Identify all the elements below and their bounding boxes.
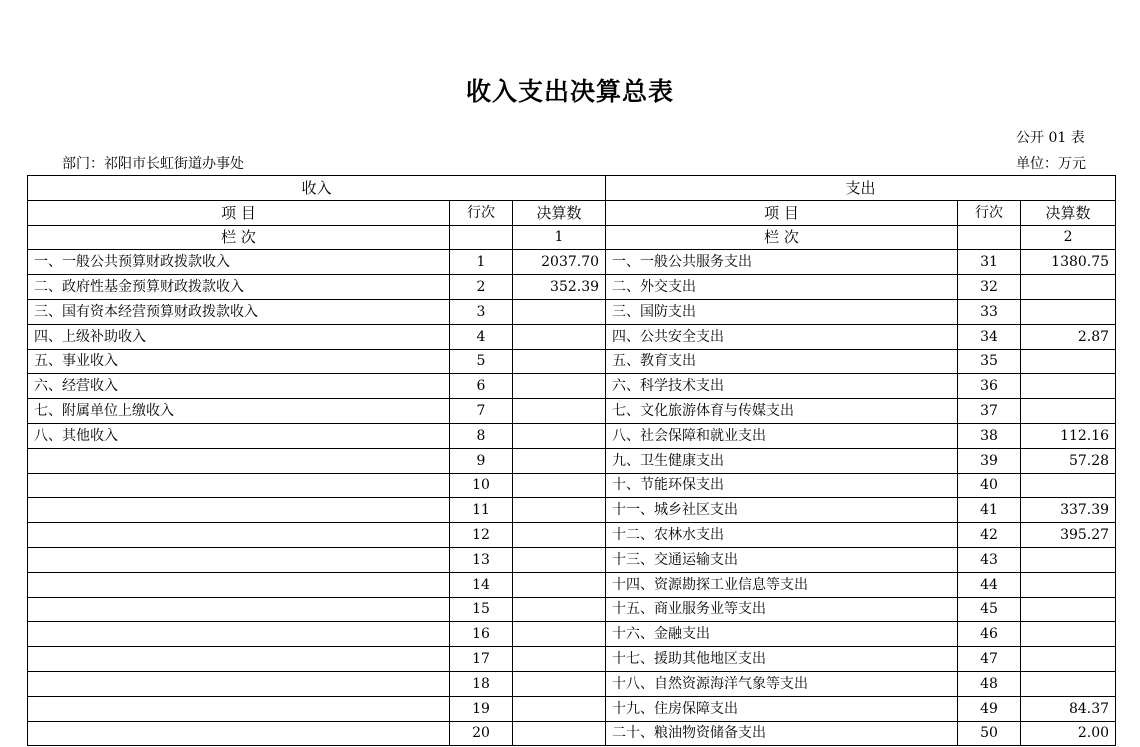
income-amount-cell <box>513 696 606 721</box>
income-amount-cell <box>513 473 606 498</box>
expense-amount-cell <box>1021 299 1116 324</box>
income-item-cell <box>28 696 450 721</box>
expense-item-cell: 十、节能环保支出 <box>606 473 958 498</box>
expense-line-no-cell: 36 <box>958 374 1021 399</box>
table-row <box>28 547 1116 572</box>
income-item-cell <box>28 622 450 647</box>
income-item-cell <box>28 597 450 622</box>
income-amount-cell <box>513 572 606 597</box>
expense-line-no-cell: 37 <box>958 399 1021 424</box>
expense-lanci-label: 栏 次 <box>606 225 958 250</box>
income-amount-cell <box>513 324 606 349</box>
income-amount-cell <box>513 597 606 622</box>
expense-amount-header: 决算数 <box>1021 200 1116 225</box>
expense-amount-cell: 84.37 <box>1021 696 1116 721</box>
expense-item-cell: 五、教育支出 <box>606 349 958 374</box>
table-row <box>28 597 1116 622</box>
expense-amount-cell: 112.16 <box>1021 423 1116 448</box>
income-item-cell <box>28 647 450 672</box>
expense-line-no-cell: 49 <box>958 696 1021 721</box>
income-expense-table <box>27 175 1116 746</box>
income-line-no-cell: 2 <box>450 275 513 300</box>
expense-amount-cell <box>1021 647 1116 672</box>
expense-item-cell: 七、文化旅游体育与传媒支出 <box>606 399 958 424</box>
income-line-no-cell: 10 <box>450 473 513 498</box>
income-line-no-cell: 16 <box>450 622 513 647</box>
income-item-cell: 八、其他收入 <box>28 423 450 448</box>
income-item-cell <box>28 572 450 597</box>
expense-item-cell: 十四、资源勘探工业信息等支出 <box>606 572 958 597</box>
expense-amount-cell <box>1021 671 1116 696</box>
income-line-no-cell: 18 <box>450 671 513 696</box>
income-item-cell: 二、政府性基金预算财政拨款收入 <box>28 275 450 300</box>
expense-line-no-cell: 35 <box>958 349 1021 374</box>
expense-amount-cell: 57.28 <box>1021 448 1116 473</box>
income-amount-cell <box>513 671 606 696</box>
income-item-cell: 四、上级补助收入 <box>28 324 450 349</box>
expense-item-cell: 十三、交通运输支出 <box>606 547 958 572</box>
section-header-row <box>28 176 1116 201</box>
expense-amount-cell: 337.39 <box>1021 498 1116 523</box>
department-label: 部门：祁阳市长虹街道办事处 <box>62 156 244 172</box>
expense-item-cell: 十八、自然资源海洋气象等支出 <box>606 671 958 696</box>
income-line-no-cell: 19 <box>450 696 513 721</box>
income-item-cell: 三、国有资本经营预算财政拨款收入 <box>28 299 450 324</box>
income-amount-cell <box>513 448 606 473</box>
table-row <box>28 250 1116 275</box>
expense-line-no-cell: 47 <box>958 647 1021 672</box>
income-item-cell <box>28 721 450 746</box>
expense-amount-cell <box>1021 547 1116 572</box>
expense-amount-cell: 2.87 <box>1021 324 1116 349</box>
expense-lanci-blank <box>958 225 1021 250</box>
expense-item-cell: 二、外交支出 <box>606 275 958 300</box>
income-amount-cell <box>513 299 606 324</box>
income-line-no-cell: 8 <box>450 423 513 448</box>
income-item-cell <box>28 547 450 572</box>
expense-item-cell: 十九、住房保障支出 <box>606 696 958 721</box>
expense-item-cell: 九、卫生健康支出 <box>606 448 958 473</box>
table-row <box>28 448 1116 473</box>
expense-line-no-cell: 50 <box>958 721 1021 746</box>
expense-amount-cell <box>1021 473 1116 498</box>
expense-amount-cell: 1380.75 <box>1021 250 1116 275</box>
table-row <box>28 696 1116 721</box>
income-line-no-cell: 17 <box>450 647 513 672</box>
expense-amount-cell <box>1021 374 1116 399</box>
income-item-cell <box>28 473 450 498</box>
income-item-cell: 五、事业收入 <box>28 349 450 374</box>
page-title: 收入支出决算总表 <box>465 77 674 106</box>
expense-item-cell: 八、社会保障和就业支出 <box>606 423 958 448</box>
income-line-no-cell: 20 <box>450 721 513 746</box>
unit-label: 单位：万元 <box>1016 156 1086 172</box>
expense-amount-cell: 395.27 <box>1021 523 1116 548</box>
expense-line-no-cell: 45 <box>958 597 1021 622</box>
expense-amount-cell <box>1021 622 1116 647</box>
table-row <box>28 473 1116 498</box>
expense-line-no-cell: 46 <box>958 622 1021 647</box>
income-line-no-cell: 5 <box>450 349 513 374</box>
income-amount-cell <box>513 423 606 448</box>
table-row <box>28 721 1116 746</box>
expense-line-no-header: 行次 <box>958 200 1021 225</box>
income-item-cell <box>28 523 450 548</box>
table-row <box>28 423 1116 448</box>
expense-item-cell: 四、公共安全支出 <box>606 324 958 349</box>
income-line-no-cell: 1 <box>450 250 513 275</box>
income-col-number: 1 <box>513 225 606 250</box>
expense-line-no-cell: 34 <box>958 324 1021 349</box>
income-lanci-label: 栏 次 <box>28 225 450 250</box>
table-row <box>28 324 1116 349</box>
income-item-cell <box>28 498 450 523</box>
expense-line-no-cell: 33 <box>958 299 1021 324</box>
table-row <box>28 349 1116 374</box>
expense-amount-cell <box>1021 399 1116 424</box>
income-amount-cell <box>513 721 606 746</box>
table-row <box>28 299 1116 324</box>
expense-item-cell: 十一、城乡社区支出 <box>606 498 958 523</box>
income-lanci-blank <box>450 225 513 250</box>
income-line-no-cell: 14 <box>450 572 513 597</box>
expense-line-no-cell: 31 <box>958 250 1021 275</box>
expense-line-no-cell: 38 <box>958 423 1021 448</box>
expense-amount-cell: 2.00 <box>1021 721 1116 746</box>
expense-line-no-cell: 39 <box>958 448 1021 473</box>
expense-line-no-cell: 41 <box>958 498 1021 523</box>
income-amount-cell: 352.39 <box>513 275 606 300</box>
income-item-header: 项 目 <box>28 200 450 225</box>
income-line-no-cell: 3 <box>450 299 513 324</box>
expense-amount-cell <box>1021 275 1116 300</box>
income-amount-cell <box>513 399 606 424</box>
income-line-no-cell: 6 <box>450 374 513 399</box>
expense-item-cell: 六、科学技术支出 <box>606 374 958 399</box>
income-line-no-header: 行次 <box>450 200 513 225</box>
expense-item-cell: 一、一般公共服务支出 <box>606 250 958 275</box>
income-amount-cell <box>513 374 606 399</box>
table-row <box>28 498 1116 523</box>
expense-item-cell: 十六、金融支出 <box>606 622 958 647</box>
income-amount-cell <box>513 523 606 548</box>
expense-line-no-cell: 48 <box>958 671 1021 696</box>
expense-item-header: 项 目 <box>606 200 958 225</box>
expense-amount-cell <box>1021 349 1116 374</box>
table-row <box>28 671 1116 696</box>
form-number: 公开 01 表 <box>1016 130 1085 146</box>
expense-item-cell: 十五、商业服务业等支出 <box>606 597 958 622</box>
expense-section-header: 支出 <box>606 176 1116 201</box>
income-line-no-cell: 15 <box>450 597 513 622</box>
expense-line-no-cell: 32 <box>958 275 1021 300</box>
income-amount-cell: 2037.70 <box>513 250 606 275</box>
income-line-no-cell: 9 <box>450 448 513 473</box>
income-item-cell: 一、一般公共预算财政拨款收入 <box>28 250 450 275</box>
income-line-no-cell: 13 <box>450 547 513 572</box>
income-item-cell: 七、附属单位上缴收入 <box>28 399 450 424</box>
table-row <box>28 275 1116 300</box>
table-row <box>28 399 1116 424</box>
income-amount-cell <box>513 622 606 647</box>
expense-amount-cell <box>1021 572 1116 597</box>
expense-item-cell: 三、国防支出 <box>606 299 958 324</box>
expense-item-cell: 十七、援助其他地区支出 <box>606 647 958 672</box>
expense-item-cell: 十二、农林水支出 <box>606 523 958 548</box>
income-amount-header: 决算数 <box>513 200 606 225</box>
income-item-cell <box>28 448 450 473</box>
expense-item-cell: 二十、粮油物资储备支出 <box>606 721 958 746</box>
expense-line-no-cell: 42 <box>958 523 1021 548</box>
income-line-no-cell: 7 <box>450 399 513 424</box>
table-row <box>28 647 1116 672</box>
table-row <box>28 523 1116 548</box>
expense-line-no-cell: 43 <box>958 547 1021 572</box>
income-amount-cell <box>513 647 606 672</box>
income-section-header: 收入 <box>28 176 606 201</box>
income-amount-cell <box>513 547 606 572</box>
income-line-no-cell: 4 <box>450 324 513 349</box>
table-row <box>28 622 1116 647</box>
income-line-no-cell: 11 <box>450 498 513 523</box>
income-line-no-cell: 12 <box>450 523 513 548</box>
expense-line-no-cell: 40 <box>958 473 1021 498</box>
income-item-cell <box>28 671 450 696</box>
table-row <box>28 572 1116 597</box>
column-index-row <box>28 225 1116 250</box>
expense-col-number: 2 <box>1021 225 1116 250</box>
income-amount-cell <box>513 498 606 523</box>
income-amount-cell <box>513 349 606 374</box>
income-item-cell: 六、经营收入 <box>28 374 450 399</box>
expense-amount-cell <box>1021 597 1116 622</box>
table-row <box>28 374 1116 399</box>
expense-line-no-cell: 44 <box>958 572 1021 597</box>
column-header-row <box>28 200 1116 225</box>
